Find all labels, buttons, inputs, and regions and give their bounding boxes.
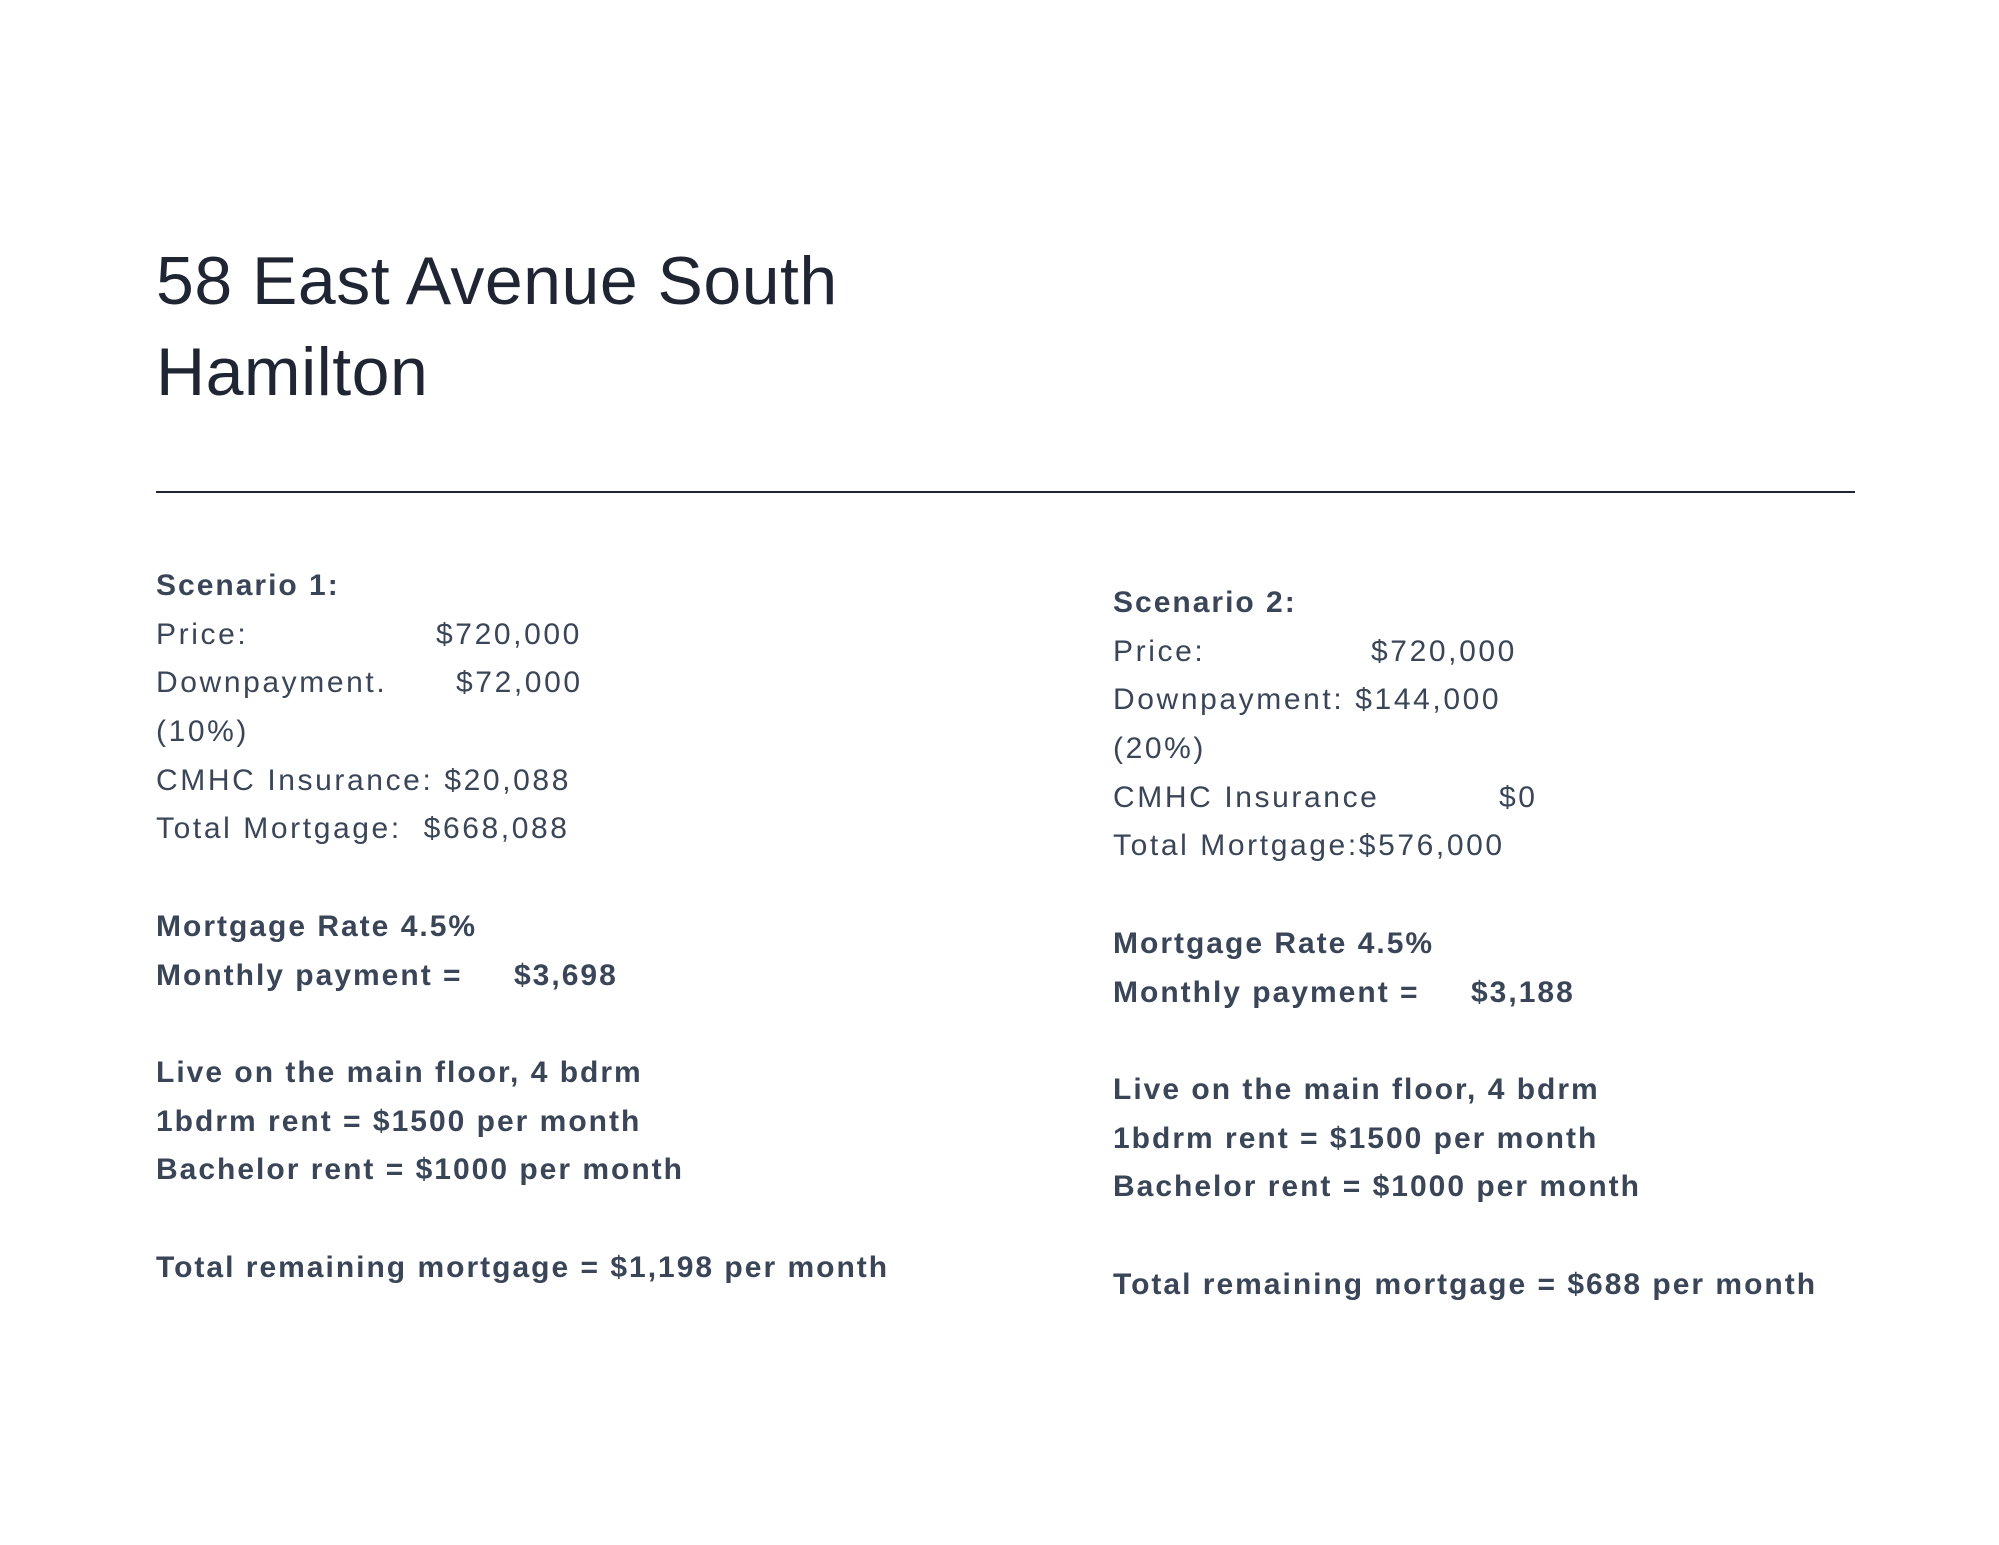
living-arrangement: Live on the main floor, 4 bdrm: [1113, 1072, 1600, 1106]
price-label: Price:: [1113, 634, 1206, 668]
monthly-payment-row: [1113, 969, 1817, 1018]
rent-1bdrm: 1bdrm rent = $1500 per month: [156, 1104, 642, 1138]
cmhc-value: $20,088: [444, 763, 571, 797]
cmhc-label: CMHC Insurance:: [156, 763, 434, 797]
price-value: $720,000: [1371, 634, 1517, 668]
cmhc-label: CMHC Insurance: [1113, 780, 1380, 814]
total-mortgage-value: $668,088: [423, 812, 570, 846]
spacer: [156, 1000, 889, 1049]
monthly-payment-label: Monthly payment =: [1113, 975, 1420, 1009]
scenario-heading: Scenario 1:: [156, 569, 340, 602]
title-address: 58 East Avenue South: [156, 243, 838, 319]
downpayment-value: $72,000: [456, 666, 583, 700]
scenario-heading: Scenario 2:: [1113, 586, 1297, 619]
monthly-payment-value: $3,188: [1471, 975, 1575, 1009]
spacer: [1113, 1017, 1817, 1066]
monthly-payment-label: Monthly payment =: [156, 958, 463, 992]
spacer: [156, 1195, 889, 1244]
downpayment-percent: (20%): [1113, 732, 1207, 766]
mortgage-rate: Mortgage Rate 4.5%: [1113, 926, 1435, 960]
cmhc-row: [1113, 774, 1817, 823]
total-remaining-mortgage: Total remaining mortgage = $1,198 per month: [156, 1250, 890, 1284]
downpayment-label: Downpayment:: [1113, 683, 1345, 717]
downpayment-row: [156, 659, 889, 708]
page-title: [156, 236, 838, 418]
total-remaining-mortgage: Total remaining mortgage = $688 per month: [1113, 1267, 1818, 1301]
scenario-1: [156, 562, 889, 1292]
rent-bachelor: Bachelor rent = $1000 per month: [1113, 1170, 1641, 1204]
spacer: [1113, 871, 1817, 920]
spacer: [156, 854, 889, 903]
cmhc-value: $0: [1499, 780, 1538, 814]
downpayment-percent: (10%): [156, 715, 250, 749]
downpayment-value: $144,000: [1355, 683, 1502, 717]
spacer: [1113, 1212, 1817, 1261]
title-city: Hamilton: [156, 334, 429, 410]
mortgage-rate: Mortgage Rate 4.5%: [156, 909, 478, 943]
living-arrangement: Live on the main floor, 4 bdrm: [156, 1055, 643, 1089]
divider: [156, 491, 1855, 493]
downpayment-label: Downpayment.: [156, 666, 388, 700]
price-row: [1113, 628, 1817, 677]
downpayment-row: [1113, 676, 1817, 725]
total-mortgage-row: [1113, 822, 1817, 871]
monthly-payment-row: [156, 952, 889, 1001]
total-mortgage-row: [156, 805, 889, 854]
total-mortgage-label: Total Mortgage:: [156, 812, 402, 846]
scenario-2: [1113, 579, 1817, 1309]
monthly-payment-value: $3,698: [514, 958, 618, 992]
rent-1bdrm: 1bdrm rent = $1500 per month: [1113, 1121, 1599, 1155]
total-mortgage-label: Total Mortgage:: [1113, 829, 1359, 863]
price-row: [156, 611, 889, 660]
price-label: Price:: [156, 617, 249, 651]
price-value: $720,000: [436, 617, 582, 651]
cmhc-row: [156, 757, 889, 806]
rent-bachelor: Bachelor rent = $1000 per month: [156, 1153, 684, 1187]
total-mortgage-value: $576,000: [1358, 829, 1505, 863]
